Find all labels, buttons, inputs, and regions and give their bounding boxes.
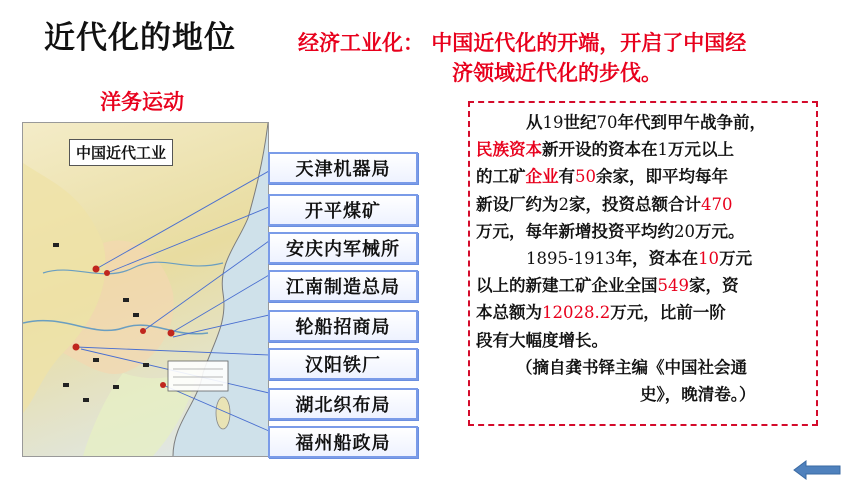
quote-source-2: 史》，晚清卷。）: [640, 385, 756, 405]
label-hanyang-iron: 汉阳铁厂: [268, 348, 418, 380]
label-jiangnan-arsenal: 江南制造总局: [268, 270, 418, 302]
quote-line-5: 万元，每年新增投资平均约20万元。: [476, 221, 745, 241]
quote-line-1: 从19世纪70年代到甲午战争前，: [526, 113, 766, 132]
quote-box: [468, 101, 818, 426]
headline-main: 中国近代化的开端，开启了中国经: [431, 31, 747, 55]
label-hubei-textile: 湖北织布局: [268, 388, 418, 420]
quote-line-8: 本总额为12028.2万元，比前一阶: [476, 303, 726, 323]
map-drawing: [23, 123, 268, 456]
headline: [298, 28, 843, 88]
quote-line-3: 的工矿企业有50余家，即平均每年: [476, 167, 728, 187]
quote-line-6: 1895-1913年，资本在10万元: [526, 249, 753, 269]
quote-line-2: 民族资本新开设的资本在1万元以上: [476, 140, 734, 160]
page-title: 近代化的地位: [44, 20, 236, 56]
headline-lead: 经济工业化：: [298, 31, 424, 55]
label-kaiping-coal: 开平煤矿: [268, 194, 418, 226]
industry-map: [22, 122, 269, 457]
quote-line-9: 段有大幅度增长。: [476, 330, 608, 350]
subtitle: 洋务运动: [100, 90, 184, 114]
map-title: 中国近代工业: [69, 139, 173, 166]
label-china-merchants: 轮船招商局: [268, 310, 418, 342]
back-arrow-icon[interactable]: [792, 459, 842, 481]
label-anqing-arsenal: 安庆内军械所: [268, 232, 418, 264]
label-tianjin-machinery: 天津机器局: [268, 152, 418, 184]
quote-line-7: 以上的新建工矿企业全国549家，资: [476, 276, 739, 296]
headline-continuation: 济领域近代化的步伐。: [452, 61, 662, 85]
quote-line-4: 新设厂约为2家，投资总额合计470: [476, 194, 733, 214]
quote-source-1: （摘自龚书铎主编《中国社会通: [516, 357, 747, 377]
label-fuzhou-shipyard: 福州船政局: [268, 426, 418, 458]
